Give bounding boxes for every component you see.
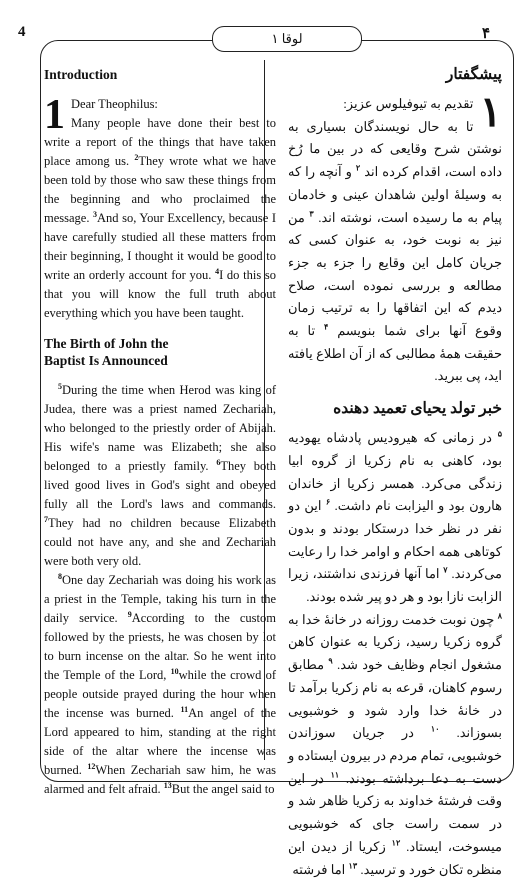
verse-number: 6 <box>216 457 221 467</box>
verse-1-text: Many people have done their best to write a report of the things that have taken place among us. <box>44 116 276 168</box>
verse-10-text: while the crowd of people outside prayed during the hour when the incense was burned. <box>44 668 276 720</box>
verse-number: ۱۰ <box>430 724 440 734</box>
verse-2-text: They wrote what we have been told by those who saw these things from the beginning and who proclaimed the message. <box>44 154 276 225</box>
persian-verse-9-text: مطابق رسوم کاهنان، قرعه به نام زکریا برآمد تا در خانهٔ خدا وارد شود و خوشبویی بسوزاند. <box>288 657 502 741</box>
verse-number: 7 <box>44 514 48 524</box>
verse-number: 2 <box>134 152 139 162</box>
verse-number: ۸ <box>497 611 502 621</box>
persian-verse-13-text: اما فرشته <box>292 861 346 877</box>
verse-number: ۴ <box>323 322 329 332</box>
verse-number: ۶ <box>325 497 331 507</box>
salutation: Dear Theophilus: <box>71 97 158 111</box>
verse-number: ۲ <box>355 163 361 173</box>
verse-12-text: When Zechariah saw him, he was alarmed and felt afraid. <box>44 763 276 796</box>
verse-number: ۵ <box>497 429 502 439</box>
persian-chapter-number: ۱ <box>479 90 502 136</box>
persian-paragraph-verses-5-7 <box>288 427 502 609</box>
persian-verse-4-text: تا به حقیقت همهٔ مطالبی که از آن اطلاع یافته اید، پی ببرید. <box>288 323 502 384</box>
verse-13-text: But the angel said to <box>171 782 275 796</box>
paragraph-verses-5-7 <box>44 381 276 571</box>
verse-5-text: During the time when Herod was king of Judea, there was a priest named Zechariah, who belonged to the priestly order of Abijah. His wife's name was Elizabeth; she also belonged to a priestly family. <box>44 383 276 473</box>
persian-salutation: تقدیم به تیوفیلوس عزیز: <box>343 96 474 111</box>
verse-8-text: One day Zechariah was doing his work as a priest in the Temple, taking his turn in the daily service. <box>44 573 276 625</box>
verse-number: ۱۳ <box>348 861 358 871</box>
verse-9-text: According to the custom followed by the priests, he was chosen by lot to burn incense on the altar. So he went into the Temple of the Lord, <box>44 611 276 682</box>
verse-number: 3 <box>93 209 98 219</box>
verse-11-text: An angel of the Lord appeared to him, standing at the right side of the altar where the incense was burned. <box>44 706 276 777</box>
verse-number: ۹ <box>328 656 333 666</box>
introduction-heading: Introduction <box>44 67 118 82</box>
verse-number: 9 <box>127 609 132 619</box>
chapter-number: 1 <box>44 92 65 138</box>
verse-number: 8 <box>58 571 62 581</box>
verse-number: 13 <box>163 780 172 790</box>
persian-verse-3-text: من نیز به نوبت خود، به عنوان کسی که جریان کامل این وقایع را جزء به جزء مطالعه و بررسی نموده است، صلاح دیدم که این اتفاقها را به ترتیب زمان وقوع آنها برای شما بنویسم <box>288 209 503 339</box>
verse-7-text: They had no children because Elizabeth could not have any, and she and Zechariah were both very old. <box>44 516 276 568</box>
verse-number: 5 <box>58 381 62 391</box>
running-header: لوقا ۱ <box>212 26 362 52</box>
birth-announcement-heading <box>44 335 276 369</box>
persian-introduction-heading: پیشگفتار <box>445 66 502 83</box>
english-column <box>44 66 276 799</box>
verse-number: 11 <box>180 704 189 714</box>
page-number-english: 4 <box>18 24 26 40</box>
persian-verse-10-text: در جریان سوزاندن خوشبویی، تمام مردم در بیرون ایستاده و دست به دعا برداشته بودند. <box>288 725 503 786</box>
paragraph-verses-8-13 <box>44 571 276 799</box>
verse-number: ۳ <box>309 209 314 219</box>
persian-verse-7-text: اما آنها فرزندی نداشتند، زیرا الزابت نازا بود و هر دو پیر شده بودند. <box>288 566 502 605</box>
persian-verse-8-text: چون نوبت خدمت روزانه در خانهٔ خدا به گروه زکریا رسید، زکریا به عنوان کاهن مشغول انجام وظایف خود شد. <box>288 611 503 673</box>
persian-birth-heading: خبر تولد یحیای تعمید دهنده <box>333 400 502 418</box>
persian-verse-6-text: این دو نفر در نظر خدا درستکار بودند و بدون کوتاهی همه احکام و اوامر خدا را رعایت می‌کردند. <box>288 498 503 582</box>
verse-number: 10 <box>170 666 179 676</box>
persian-verse-11-text: در این وقت فرشتهٔ خداوند به زکریا ظاهر شد و در سمت راست جای که خوشبویی میسوخت، ایستاد. <box>288 770 502 854</box>
persian-verse-2-text: و آنچه را که به وسیلهٔ اولین شاهدان عینی و خادمان پیام به ما رسیده است، نوشته اند. <box>288 164 503 225</box>
verse-6-text: They both lived good lives in God's sight and obeyed fully all the Lord's laws and commands. <box>44 459 276 511</box>
verse-number: ۱۲ <box>391 838 401 848</box>
verse-4-text: I do this so that you will know the full truth about everything which you have been taught. <box>44 268 276 320</box>
persian-introduction-paragraph <box>288 90 503 388</box>
heading-line-2: Baptist Is Announced <box>44 353 168 368</box>
verse-number: ۱۱ <box>330 770 340 780</box>
verse-number: 4 <box>215 266 220 276</box>
persian-verse-5-text: در زمانی که هیرودیس پادشاه یهودیه بود، کاهنی به نام زکریا از گروه ابیا زندگی می‌کرد. همسر زکریا از خاندان هارون بود و الیزابت نام داشت. <box>288 430 502 514</box>
verse-3-text: And so, Your Excellency, because I have carefully studied all these matters from their beginning, I thought it would be good to write an orderly account for you. <box>44 211 276 282</box>
introduction-paragraph <box>44 92 276 323</box>
persian-paragraph-verses-8-13 <box>288 609 502 881</box>
page-number-persian: ۴ <box>482 26 491 42</box>
heading-line-1: The Birth of John the <box>44 336 169 351</box>
persian-verse-12-text: زکریا از دیدن این منظره تکان خورد و ترسید. <box>288 838 502 877</box>
persian-verse-1-text: تا به حال نویسندگان بسیاری به نوشتن شرح وقایعی که در بین ما رُخ داده است، اقدام کرده اند <box>288 118 503 180</box>
persian-column <box>288 66 502 881</box>
verse-number: 12 <box>87 761 96 771</box>
verse-number: ۷ <box>443 566 448 576</box>
